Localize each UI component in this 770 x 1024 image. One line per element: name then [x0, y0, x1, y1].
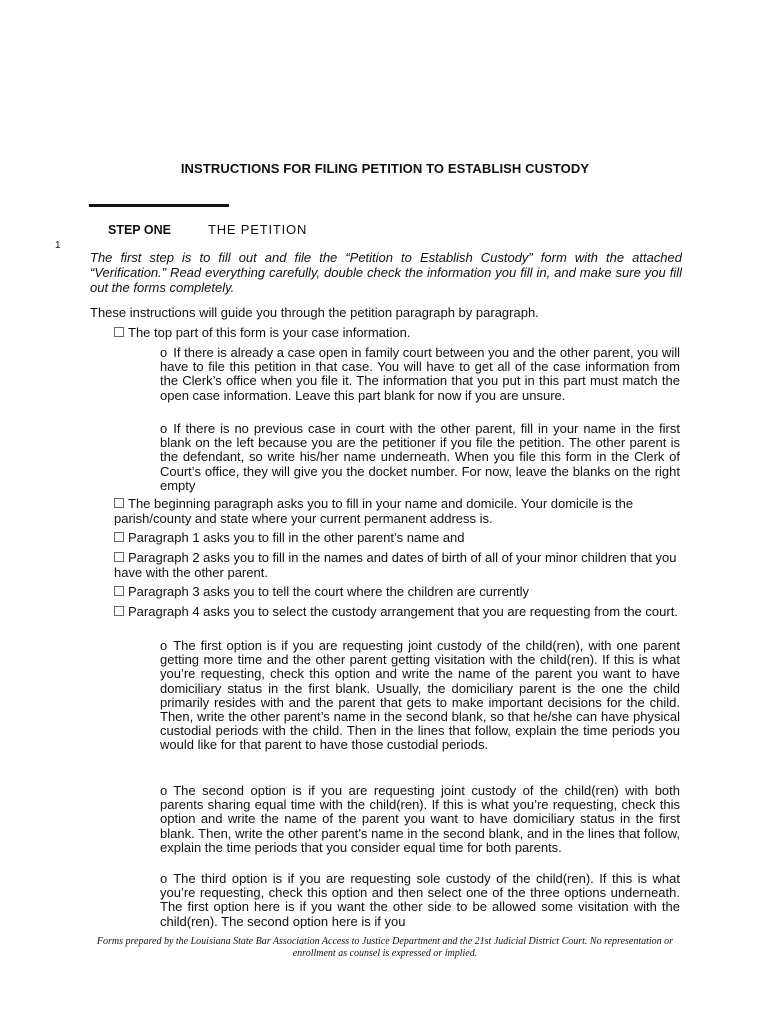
circle-bullet-icon: o: [160, 783, 168, 798]
bullet-item: [114, 584, 684, 599]
checkbox-icon: [114, 552, 124, 562]
bullet-item: [114, 496, 682, 526]
sub-item: [160, 346, 680, 403]
bullet-text: Paragraph 4 asks you to select the custody arrangement that you are requesting from the court.: [128, 604, 678, 619]
bullet-item: [114, 604, 682, 619]
section-rule: [89, 204, 229, 207]
intro-paragraph: The first step is to fill out and file the “Petition to Establish Custody” form with the attached “Verification.” Read everything carefully, double check the information you fill in, and make sure you fill out the forms completely.: [90, 250, 682, 295]
sub-item: [160, 872, 680, 929]
line-number: 1: [55, 240, 61, 251]
sub-text: If there is already a case open in family court between you and the other parent, you will have to file this petition in that case. You will have to get all of the case information from the Clerk’s office when you file it. The information that you put in this part must match the open case information. Leave this part blank for now if you are unsure.: [160, 345, 680, 403]
checkbox-icon: [114, 586, 124, 596]
sub-text: If there is no previous case in court with the other parent, fill in your name in the first blank on the left because you are the petitioner if you file the petition. The other parent is the defendant, so write his/her name underneath. When you file this form in the Clerk of Court’s office, they will give you the docket number. For now, leave the blanks on the right empty: [160, 421, 680, 493]
lead-paragraph: These instructions will guide you through the petition paragraph by paragraph.: [90, 305, 539, 320]
bullet-item: [114, 550, 682, 580]
checkbox-icon: [114, 327, 124, 337]
bullet-item: [114, 325, 684, 340]
circle-bullet-icon: o: [160, 421, 168, 436]
bullet-text: Paragraph 2 asks you to fill in the names and dates of birth of all of your minor children that you have with the other parent.: [114, 550, 677, 580]
bullet-text: The beginning paragraph asks you to fill in your name and domicile. Your domicile is the parish/county and state where your current permanent address is.: [114, 496, 634, 526]
circle-bullet-icon: o: [160, 638, 168, 653]
page-footer: Forms prepared by the Louisiana State Bar Association Access to Justice Department and the 21st Judicial District Court. No representation or enrollment as counsel is expressed or implied.: [96, 936, 674, 959]
step-title: THE PETITION: [208, 222, 308, 237]
checkbox-icon: [114, 606, 124, 616]
bullet-item: [114, 530, 684, 545]
bullet-text: The top part of this form is your case information.: [128, 325, 411, 340]
circle-bullet-icon: o: [160, 345, 168, 360]
sub-item: [160, 784, 680, 855]
step-label: STEP ONE: [108, 223, 171, 237]
sub-item: [160, 639, 680, 753]
circle-bullet-icon: o: [160, 871, 168, 886]
sub-text: The third option is if you are requesting sole custody of the child(ren). If this is what you’re requesting, check this option and then select one of the three options underneath. The first option here is if you want the other side to be allowed some visitation with the child(ren). The second option here is if you: [160, 871, 680, 929]
sub-item: [160, 422, 680, 493]
bullet-text: Paragraph 3 asks you to tell the court where the children are currently: [128, 584, 530, 599]
checkbox-icon: [114, 498, 124, 508]
bullet-text: Paragraph 1 asks you to fill in the other parent’s name and: [128, 530, 465, 545]
checkbox-icon: [114, 532, 124, 542]
sub-text: The first option is if you are requesting joint custody of the child(ren), with one parent getting more time and the other parent getting visitation with the child(ren). If this is what you’re requesting, check this option and write the name of the parent you want to have domiciliary status in the first blank. Usually, the domiciliary parent is the one the child primarily resides with and the parent that gets to make important decisions for the child. Then, write the other parent’s name in the second blank, so that he/she can have physical custodial periods with the child. Then in the lines that follow, explain the time periods you would like for that parent to have those custodial periods.: [160, 638, 680, 753]
document-title: INSTRUCTIONS FOR FILING PETITION TO ESTABLISH CUSTODY: [180, 161, 590, 176]
sub-text: The second option is if you are requesting joint custody of the child(ren) with both parents sharing equal time with the child(ren). If this is what you’re requesting, check this option and write the name of the parent you want to have domiciliary status in the first blank. Then, write the other parent’s name in the second blank, and in the lines that follow, explain the time periods that you consider equal time for both parents.: [160, 783, 680, 855]
